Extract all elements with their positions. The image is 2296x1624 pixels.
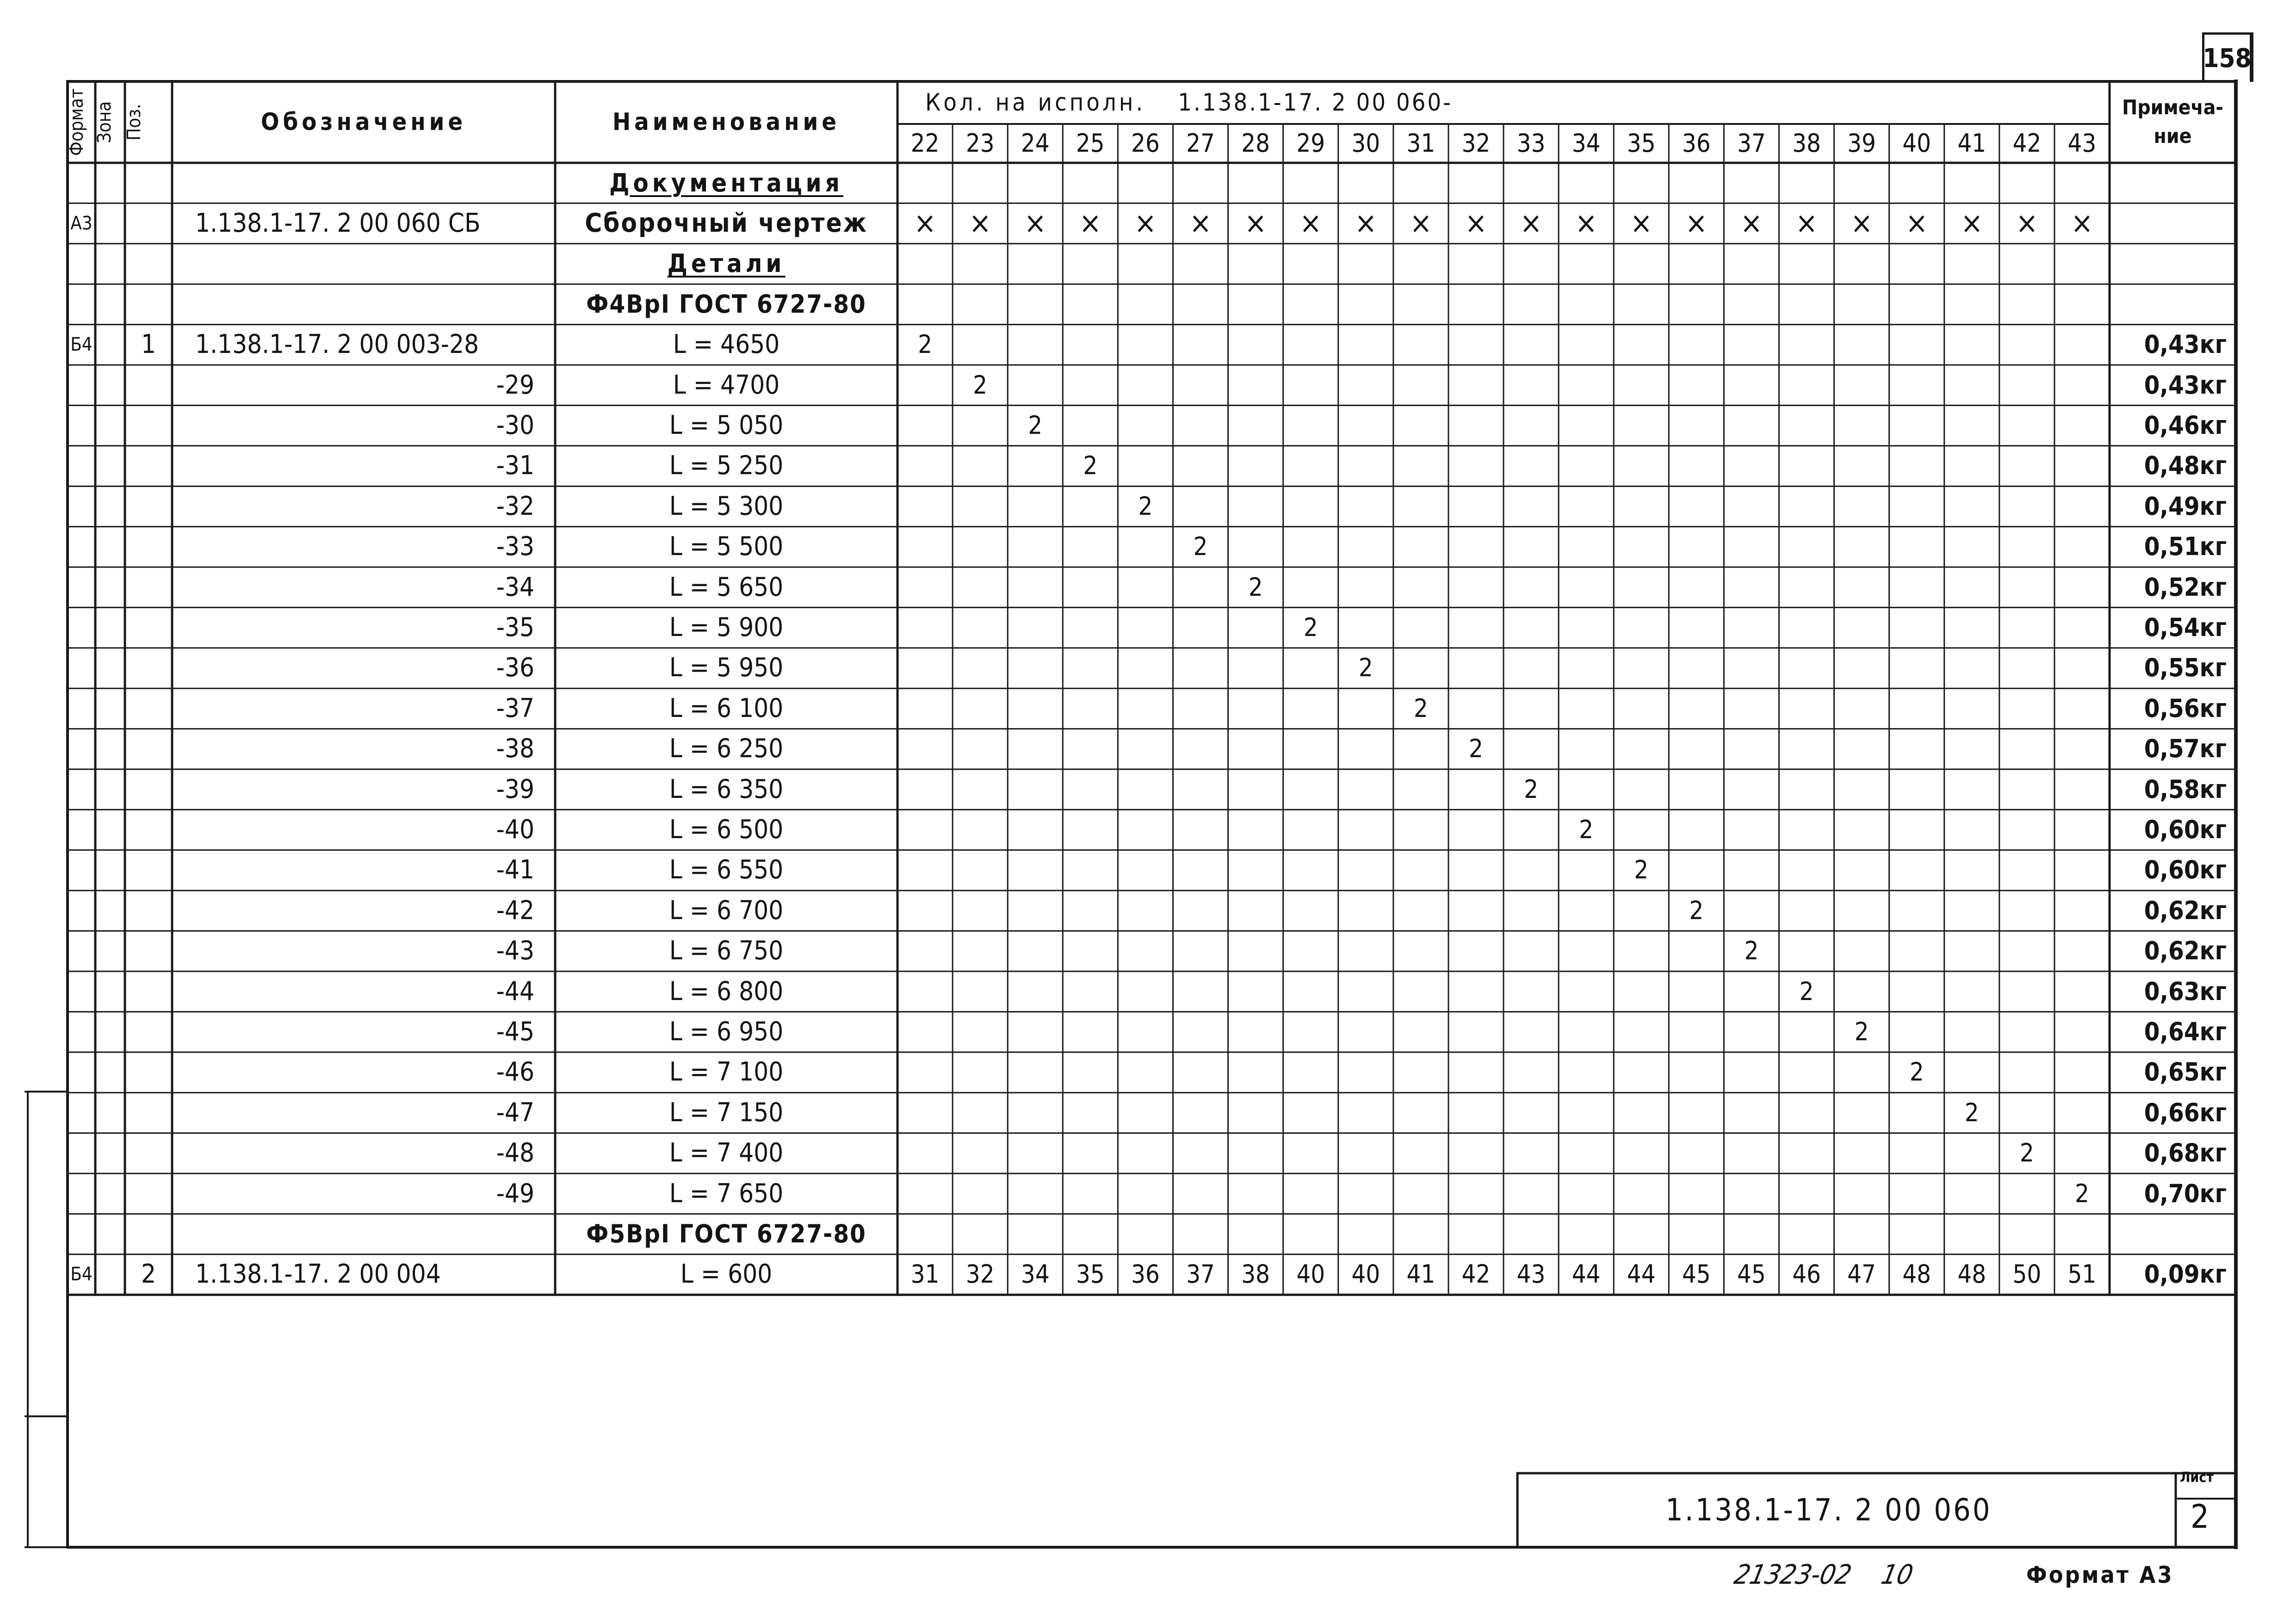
quantity-cell: ×: [1520, 206, 1542, 241]
row-designation: -36: [496, 653, 534, 683]
row-designation: -47: [496, 1097, 534, 1128]
variant-header-41: 41: [1957, 129, 1987, 158]
archive-number: [1732, 1561, 1915, 1588]
row-note: 0,68кг: [2144, 1138, 2227, 1168]
quantity-cell: 2: [918, 330, 932, 359]
quantity-cell: 45: [1682, 1260, 1711, 1289]
row-designation: -37: [496, 693, 534, 723]
header-designation: Обозначение: [260, 108, 467, 136]
row-name: L = 5 500: [669, 531, 784, 562]
quantity-cell: 2: [1744, 936, 1759, 966]
archive-number-main: 21323-02: [1731, 1559, 1855, 1590]
row-designation: 1.138.1-17. 2 00 003-28: [195, 329, 479, 360]
row-note: 0,56кг: [2144, 693, 2227, 723]
quantity-cell: 46: [1792, 1260, 1821, 1289]
row-name: L = 7 150: [669, 1097, 784, 1128]
row-designation: -34: [496, 572, 534, 602]
quantity-cell: ×: [1189, 206, 1212, 241]
variant-header-40: 40: [1902, 129, 1931, 158]
quantity-cell: ×: [1300, 206, 1322, 241]
row-note: 0,66кг: [2144, 1098, 2227, 1127]
row-name: L = 5 300: [669, 491, 784, 521]
page-number-box: [2202, 32, 2253, 82]
row-note: 0,51кг: [2144, 532, 2227, 562]
row-position: 1: [141, 329, 156, 360]
quantity-cell: 44: [1572, 1260, 1601, 1289]
quantity-cell: 2: [1964, 1098, 1979, 1127]
header-quantity-label: Кол. на исполн.: [925, 89, 1146, 117]
quantity-cell: 38: [1241, 1260, 1270, 1289]
header-quantity-code: 1.138.1-17. 2 00 060-: [1178, 89, 1453, 117]
row-designation: 1.138.1-17. 2 00 060 СБ: [195, 208, 481, 239]
quantity-cell: 35: [1076, 1260, 1105, 1289]
quantity-cell: ×: [1355, 206, 1377, 241]
row-name: L = 6 700: [669, 895, 784, 926]
variant-header-32: 32: [1461, 129, 1491, 158]
variant-header-31: 31: [1406, 129, 1436, 158]
row-designation: -38: [496, 734, 534, 764]
row-name: Ф5ВрI ГОСТ 6727-80: [586, 1219, 866, 1249]
header-position: Поз.: [124, 104, 145, 141]
quantity-cell: 2: [2074, 1179, 2089, 1208]
row-note: 0,64кг: [2144, 1017, 2227, 1047]
variant-header-34: 34: [1572, 129, 1601, 158]
row-name: L = 6 750: [669, 936, 784, 966]
quantity-cell: 40: [1351, 1260, 1380, 1289]
row-designation: -48: [496, 1138, 534, 1168]
variant-header-27: 27: [1186, 129, 1215, 158]
row-name: L = 5 950: [669, 653, 784, 683]
row-note: 0,43кг: [2144, 330, 2227, 359]
header-format: Формат: [66, 88, 87, 156]
quantity-cell: 48: [1902, 1260, 1931, 1289]
variant-header-37: 37: [1737, 129, 1766, 158]
quantity-cell: ×: [1575, 206, 1597, 241]
quantity-cell: ×: [2016, 206, 2038, 241]
variant-header-39: 39: [1847, 129, 1876, 158]
quantity-cell: 2: [1138, 491, 1153, 521]
quantity-cell: ×: [1024, 206, 1046, 241]
page-number: 158: [2203, 43, 2252, 74]
quantity-cell: 40: [1296, 1260, 1325, 1289]
quantity-cell: 43: [1516, 1260, 1546, 1289]
variant-header-24: 24: [1021, 129, 1050, 158]
quantity-cell: ×: [1079, 206, 1102, 241]
row-format: А3: [70, 213, 93, 235]
quantity-cell: 34: [1021, 1260, 1050, 1289]
title-block-sheet-number: 2: [2191, 1498, 2209, 1536]
quantity-cell: 2: [1579, 815, 1594, 845]
quantity-cell: 2: [1468, 734, 1483, 764]
variant-header-29: 29: [1296, 129, 1325, 158]
row-note: 0,48кг: [2144, 451, 2227, 481]
row-designation: -46: [496, 1057, 534, 1087]
row-name: L = 7 650: [669, 1178, 784, 1209]
row-designation: -44: [496, 976, 534, 1007]
quantity-cell: 2: [1303, 613, 1318, 642]
variant-header-23: 23: [965, 129, 995, 158]
quantity-cell: 2: [973, 370, 988, 400]
variant-header-25: 25: [1076, 129, 1105, 158]
row-designation: -41: [496, 855, 534, 885]
row-note: 0,49кг: [2144, 491, 2227, 521]
quantity-cell: 2: [1634, 855, 1649, 885]
variant-header-43: 43: [2067, 129, 2097, 158]
row-format: Б4: [70, 1264, 93, 1285]
row-designation: -43: [496, 936, 534, 966]
header-quantity-title: [897, 81, 2137, 124]
row-name: L = 7 100: [669, 1057, 784, 1087]
variant-header-42: 42: [2012, 129, 2042, 158]
quantity-cell: 2: [1028, 411, 1043, 440]
quantity-cell: 48: [1957, 1260, 1987, 1289]
row-designation: -49: [496, 1178, 534, 1209]
quantity-cell: ×: [2071, 206, 2093, 241]
row-name: L = 6 350: [669, 774, 784, 804]
title-block-document-code: 1.138.1-17. 2 00 060: [1665, 1492, 1992, 1528]
quantity-cell: 2: [1799, 976, 1814, 1006]
row-note: 0,60кг: [2144, 855, 2227, 885]
quantity-cell: 2: [1524, 774, 1538, 804]
quantity-cell: 2: [1854, 1017, 1869, 1047]
row-note: 0,55кг: [2144, 653, 2227, 683]
row-designation: -33: [496, 531, 534, 562]
quantity-cell: ×: [914, 206, 936, 241]
row-note: 0,62кг: [2144, 936, 2227, 966]
row-name: Сборочный чертеж: [585, 208, 868, 239]
quantity-cell: 51: [2067, 1260, 2097, 1289]
row-note: 0,09кг: [2144, 1260, 2227, 1289]
row-designation: -42: [496, 895, 534, 926]
row-name: L = 6 100: [669, 693, 784, 723]
row-designation: -29: [496, 370, 534, 400]
header-name: Наименование: [613, 108, 840, 136]
variant-header-22: 22: [910, 129, 940, 158]
row-designation: -45: [496, 1017, 534, 1047]
row-name: L = 4650: [673, 329, 780, 360]
row-note: 0,60кг: [2144, 815, 2227, 845]
title-block-sheet-label: Лист: [2180, 1470, 2214, 1486]
row-name: Документация: [609, 168, 843, 198]
row-name: L = 6 550: [669, 855, 784, 885]
row-designation: -30: [496, 410, 534, 441]
quantity-cell: ×: [1465, 206, 1487, 241]
quantity-cell: ×: [1630, 206, 1652, 241]
quantity-cell: 44: [1627, 1260, 1656, 1289]
row-name: L = 5 900: [669, 612, 784, 643]
row-note: 0,63кг: [2144, 976, 2227, 1006]
variant-header-35: 35: [1627, 129, 1656, 158]
variant-header-28: 28: [1241, 129, 1270, 158]
row-name: Ф4ВрI ГОСТ 6727-80: [586, 289, 866, 319]
row-name: L = 4700: [673, 370, 780, 400]
row-name: L = 7 400: [669, 1138, 784, 1168]
row-note: 0,57кг: [2144, 734, 2227, 764]
row-name: L = 600: [680, 1259, 773, 1290]
row-note: 0,52кг: [2144, 572, 2227, 602]
row-name: L = 5 250: [669, 451, 784, 481]
row-name: L = 5 050: [669, 410, 784, 441]
header-note: Примеча- ние: [2122, 96, 2223, 148]
quantity-cell: 2: [1193, 532, 1208, 562]
quantity-cell: 36: [1131, 1260, 1160, 1289]
quantity-cell: ×: [1961, 206, 1983, 241]
row-designation: 1.138.1-17. 2 00 004: [195, 1259, 441, 1290]
quantity-cell: ×: [1906, 206, 1928, 241]
variant-header-26: 26: [1131, 129, 1160, 158]
row-note: 0,54кг: [2144, 613, 2227, 642]
row-note: 0,70кг: [2144, 1179, 2227, 1208]
row-designation: -32: [496, 491, 534, 521]
quantity-cell: 42: [1461, 1260, 1491, 1289]
quantity-cell: 2: [1689, 895, 1704, 925]
quantity-cell: 2: [2019, 1138, 2034, 1168]
row-note: 0,65кг: [2144, 1057, 2227, 1087]
quantity-cell: ×: [1685, 206, 1708, 241]
quantity-cell: 47: [1847, 1260, 1876, 1289]
quantity-cell: ×: [1795, 206, 1818, 241]
row-name: L = 6 250: [669, 734, 784, 764]
quantity-cell: 31: [910, 1260, 940, 1289]
row-format: Б4: [70, 334, 93, 356]
quantity-cell: 32: [965, 1260, 995, 1289]
row-designation: -39: [496, 774, 534, 804]
quantity-cell: ×: [1410, 206, 1432, 241]
row-note: 0,62кг: [2144, 895, 2227, 925]
row-note: 0,58кг: [2144, 774, 2227, 804]
row-position: 2: [141, 1259, 156, 1290]
row-designation: -35: [496, 612, 534, 643]
row-name: L = 5 650: [669, 572, 784, 602]
quantity-cell: ×: [1850, 206, 1873, 241]
variant-header-38: 38: [1792, 129, 1821, 158]
quantity-cell: 41: [1406, 1260, 1436, 1289]
variant-header-30: 30: [1351, 129, 1380, 158]
header-zone: Зона: [94, 101, 115, 143]
row-name: L = 6 950: [669, 1017, 784, 1047]
row-name: L = 6 500: [669, 815, 784, 845]
row-name: Детали: [667, 249, 786, 278]
quantity-cell: 2: [1413, 693, 1428, 723]
format-label: Формат А3: [2026, 1562, 2174, 1588]
variant-header-36: 36: [1682, 129, 1711, 158]
variant-header-33: 33: [1516, 129, 1546, 158]
quantity-cell: 2: [1358, 653, 1373, 683]
quantity-cell: ×: [1244, 206, 1267, 241]
quantity-cell: 45: [1737, 1260, 1766, 1289]
row-designation: -40: [496, 815, 534, 845]
quantity-cell: ×: [969, 206, 991, 241]
row-note: 0,46кг: [2144, 411, 2227, 440]
quantity-cell: ×: [1134, 206, 1157, 241]
quantity-cell: 2: [1248, 572, 1263, 602]
row-name: L = 6 800: [669, 976, 784, 1007]
row-designation: -31: [496, 451, 534, 481]
quantity-cell: ×: [1740, 206, 1763, 241]
quantity-cell: 37: [1186, 1260, 1215, 1289]
quantity-cell: 50: [2012, 1260, 2042, 1289]
row-note: 0,43кг: [2144, 370, 2227, 400]
quantity-cell: 2: [1083, 451, 1098, 481]
archive-number-suffix: 10: [1878, 1559, 1916, 1590]
quantity-cell: 2: [1909, 1057, 1924, 1087]
